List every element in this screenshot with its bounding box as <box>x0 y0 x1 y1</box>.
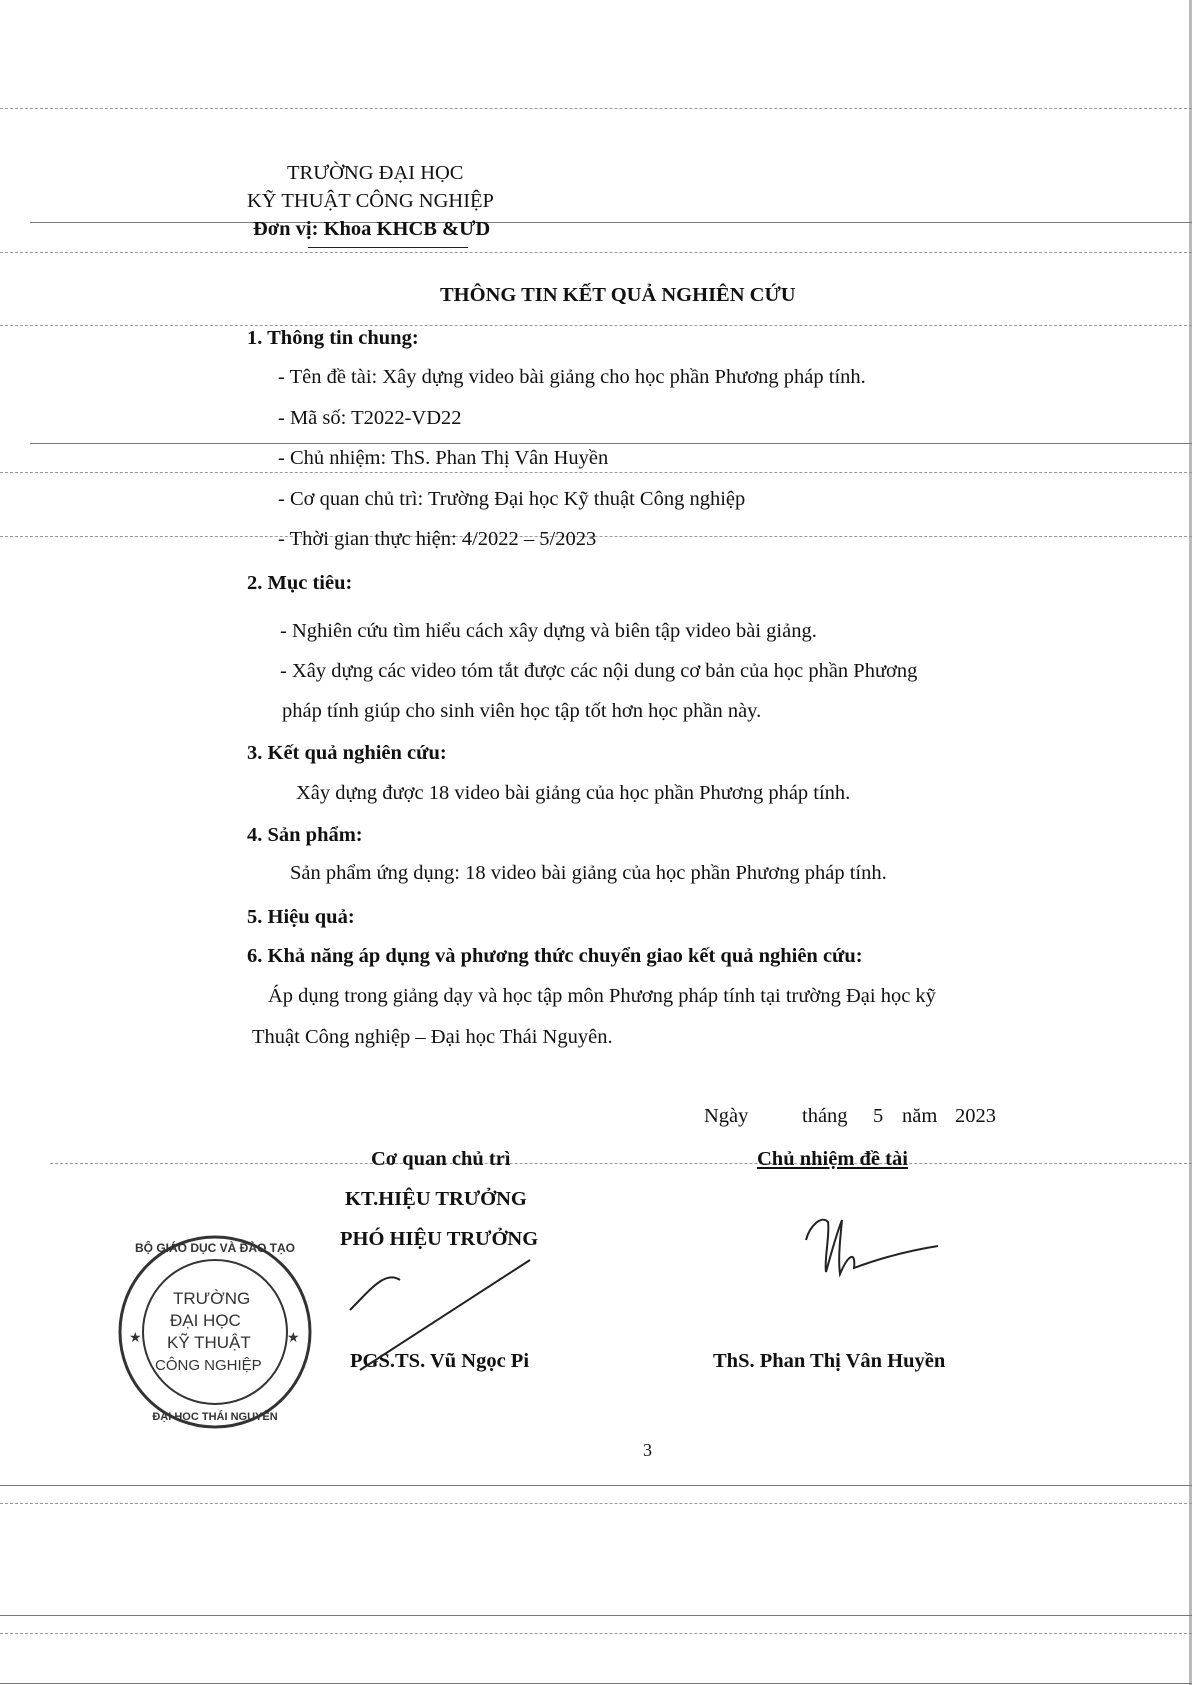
project-lead: - Chủ nhiệm: ThS. Phan Thị Vân Huyền <box>278 447 609 469</box>
duration: - Thời gian thực hiện: 4/2022 – 5/2023 <box>278 528 597 550</box>
section-heading: 2. Mục tiêu: <box>247 572 353 594</box>
stamp-star-icon: ★ <box>129 1331 142 1346</box>
project-code: - Mã số: T2022-VD22 <box>278 407 462 429</box>
scan-line <box>0 325 1192 326</box>
objective-item: pháp tính giúp cho sinh viên học tập tốt hơn học phần này. <box>282 700 762 722</box>
stamp-text: KỸ THUẬT <box>167 1333 251 1352</box>
scan-line <box>0 1633 1192 1634</box>
stamp-star-icon: ★ <box>287 1331 300 1346</box>
signer-title2: PHÓ HIỆU TRƯỞNG <box>340 1228 539 1250</box>
unit-label: Đơn vị: Khoa KHCB &ƯD <box>253 218 491 240</box>
section-heading: 1. Thông tin chung: <box>247 327 419 349</box>
scan-line <box>0 1615 1192 1616</box>
day-label: Ngày <box>704 1105 749 1127</box>
scan-line <box>0 1683 1192 1684</box>
stamp-text: TRƯỜNG <box>173 1289 251 1308</box>
section-heading: 6. Khả năng áp dụng và phương thức chuyển giao kết quả nghiên cứu: <box>247 945 863 967</box>
handwritten-signature-left <box>330 1250 550 1380</box>
header-underline <box>308 247 468 248</box>
signer-title1: KT.HIỆU TRƯỞNG <box>345 1188 527 1210</box>
results-text: Xây dựng được 18 video bài giảng của học phần Phương pháp tính. <box>296 782 851 804</box>
lead-name: ThS. Phan Thị Vân Huyền <box>713 1350 946 1372</box>
host-institution: - Cơ quan chủ trì: Trường Đại học Kỹ thuật Công nghiệp <box>278 488 746 510</box>
products-text: Sản phẩm ứng dụng: 18 video bài giảng của học phần Phương pháp tính. <box>290 862 887 884</box>
stamp-ministry-text: BỘ GIÁO DỤC VÀ ĐÀO TẠO <box>134 1241 296 1255</box>
application-text: Áp dụng trong giảng dạy và học tập môn Phương pháp tính tại trường Đại học kỹ <box>268 985 936 1007</box>
signer-name: PGS.TS. Vũ Ngọc Pi <box>350 1350 530 1372</box>
scan-line <box>50 1163 1192 1164</box>
host-role: Cơ quan chủ trì <box>371 1148 511 1170</box>
document-title: THÔNG TIN KẾT QUẢ NGHIÊN CỨU <box>440 284 796 306</box>
scan-line <box>0 1503 1192 1504</box>
application-text: Thuật Công nghiệp – Đại học Thái Nguyên. <box>252 1026 613 1048</box>
handwritten-signature <box>800 1210 950 1280</box>
stamp-text: ĐẠI HỌC <box>170 1311 241 1330</box>
scan-line <box>0 472 1192 473</box>
scan-line <box>0 252 1192 253</box>
scan-line <box>0 1485 1192 1486</box>
month-label: tháng <box>802 1105 848 1127</box>
stamp-text: CÔNG NGHIỆP <box>155 1357 262 1374</box>
year-value: 2023 <box>955 1105 996 1127</box>
scan-line <box>30 443 1192 444</box>
stamp-university-text: ĐẠI HỌC THÁI NGUYÊN <box>152 1411 278 1423</box>
section-heading: 3. Kết quả nghiên cứu: <box>247 742 447 764</box>
page-number: 3 <box>643 1440 652 1460</box>
objective-item: - Nghiên cứu tìm hiểu cách xây dựng và biên tập video bài giảng. <box>280 620 817 642</box>
section-heading-effectiveness: 5. Hiệu quả: <box>247 906 355 928</box>
lead-role: Chủ nhiệm đề tài <box>757 1148 908 1170</box>
year-label: năm <box>902 1105 938 1127</box>
objective-item: - Xây dựng các video tóm tắt được các nội dung cơ bản của học phần Phương <box>280 660 918 682</box>
month-value: 5 <box>873 1105 884 1127</box>
section-heading: 4. Sản phẩm: <box>247 824 363 846</box>
official-stamp <box>115 1232 315 1432</box>
scan-line <box>0 108 1192 109</box>
institution-line2: KỸ THUẬT CÔNG NGHIỆP <box>247 190 494 212</box>
institution-line1: TRƯỜNG ĐẠI HỌC <box>287 162 464 184</box>
scan-line <box>30 222 1192 223</box>
topic-name: - Tên đề tài: Xây dựng video bài giảng cho học phần Phương pháp tính. <box>278 366 866 388</box>
